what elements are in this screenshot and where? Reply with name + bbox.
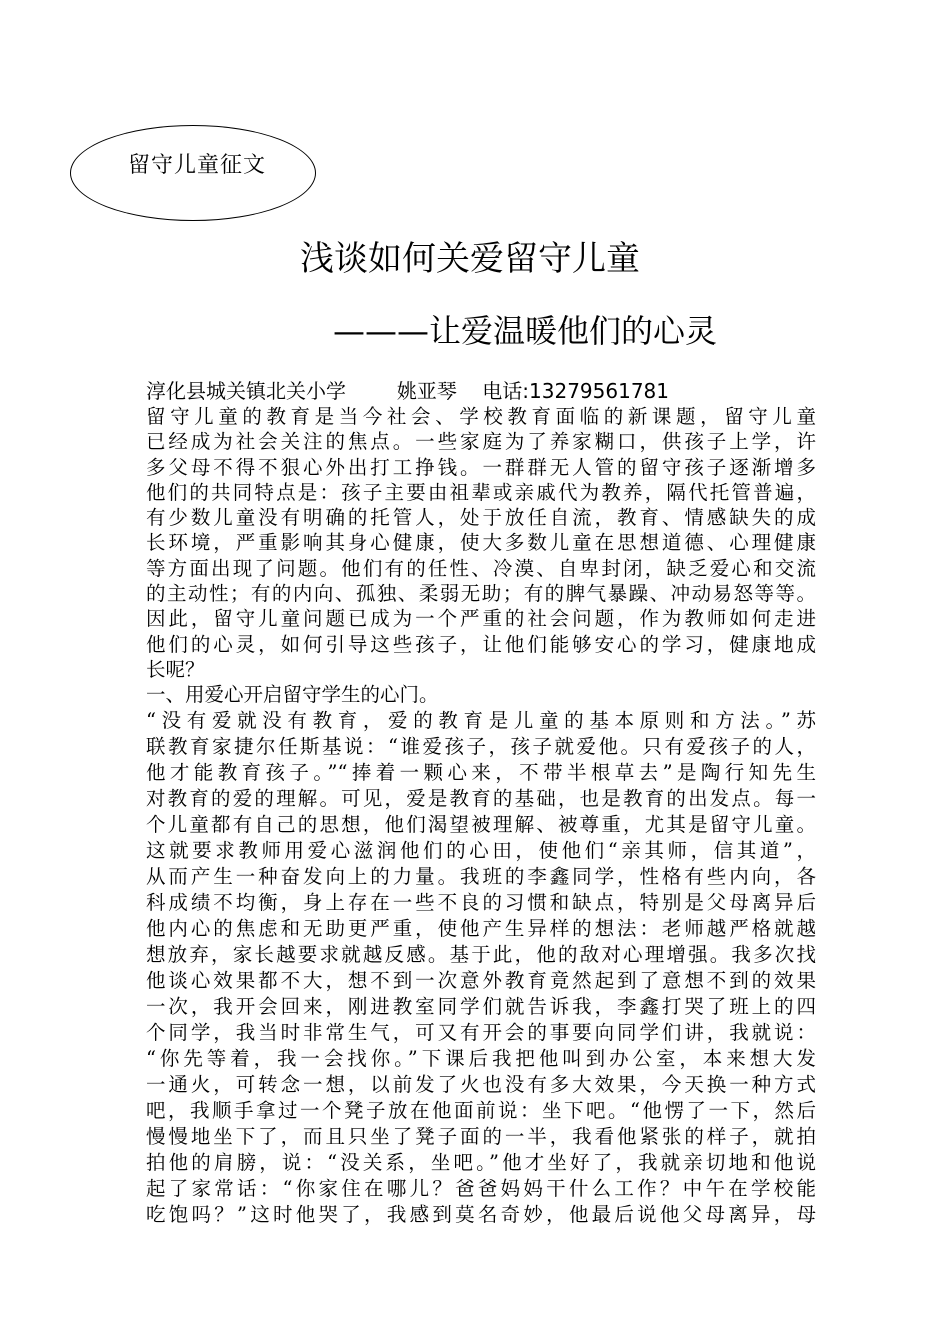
article-subtitle: ———让爱温暖他们的心灵 [333,312,718,350]
text-line: 长呢？ [146,657,205,681]
article-body [146,404,816,1228]
text-line: 从而产生一种奋发向上的力量。我班的李鑫同学，性格有些内向，各 [146,865,816,889]
text-line: “没有爱就没有教育，爱的教育是儿童的基本原则和方法。”苏 [146,709,816,733]
text-line: 的主动性；有的内向、孤独、柔弱无助；有的脾气暴躁、冲动易怒等等。 [146,582,816,606]
text-line: 他谈心效果都不大，想不到一次意外教育竟然起到了意想不到的效果 [146,969,816,993]
text-line: 等方面出现了问题。他们有的任性、冷漠、自卑封闭，缺乏爱心和交流 [146,556,816,580]
text-line: 拍他的肩膀，说：“没关系，坐吧。”他才坐好了，我就亲切地和他说 [146,1151,816,1175]
author-info: 淳化县城关镇北关小学 姚亚琴 电话:13279561781 [146,379,669,403]
text-line: 他内心的焦虑和无助更严重，使他产生异样的想法：老师越严格就越 [146,917,816,941]
text-line: 留守儿童的教育是当今社会、学校教育面临的新课题，留守儿童 [146,405,816,428]
text-line: “你先等着，我一会找你。”下课后我把他叫到办公室，本来想大发 [146,1047,816,1071]
section-heading: 一、用爱心开启留守学生的心门。 [146,683,439,707]
text-line: 起了家常话：“你家住在哪儿？爸爸妈妈干什么工作？中午在学校能 [146,1177,816,1201]
text-line: 这就要求教师用爱心滋润他们的心田，使他们“亲其师，信其道”， [146,839,816,863]
text-line: 联教育家捷尔任斯基说：“谁爱孩子，孩子就爱他。只有爱孩子的人， [146,735,816,759]
text-line: 吧，我顺手拿过一个凳子放在他面前说：坐下吧。“他愣了一下，然后 [146,1099,816,1123]
text-line: 科成绩不均衡，身上存在一些不良的习惯和缺点，特别是父母离异后 [146,891,816,915]
text-line: 一次，我开会回来，刚进教室同学们就告诉我，李鑫打哭了班上的四 [146,995,816,1019]
text-line: 他们的共同特点是：孩子主要由祖辈或亲戚代为教养，隔代托管普遍， [146,480,816,504]
text-line: 对教育的爱的理解。可见，爱是教育的基础，也是教育的出发点。每一 [146,787,816,811]
text-line: 他们的心灵，如何引导这些孩子，让他们能够安心的学习，健康地成 [146,632,816,656]
text-line: 一通火，可转念一想，以前发了火也没有多大效果，今天换一种方式 [146,1073,816,1097]
text-line: 想放弃，家长越要求就越反感。基于此，他的敌对心理增强。我多次找 [146,943,816,967]
text-line: 有少数儿童没有明确的托管人，处于放任自流，教育、情感缺失的成 [146,506,816,530]
text-line: 他才能教育孩子。”“捧着一颗心来，不带半根草去”是陶行知先生 [146,761,816,785]
text-line: 吃饱吗？”这时他哭了，我感到莫名奇妙，他最后说他父母离异，母 [146,1203,816,1227]
text-line: 个同学，我当时非常生气，可又有开会的事要向同学们讲，我就说： [146,1021,816,1045]
text-line: 慢慢地坐下了，而且只坐了凳子面的一半，我看他紧张的样子，就拍 [146,1125,816,1149]
text-line: 多父母不得不狠心外出打工挣钱。一群群无人管的留守孩子逐渐增多 [146,455,816,479]
category-label: 留守儿童征文 [128,153,267,178]
text-line: 个儿童都有自己的思想，他们渴望被理解、被尊重，尤其是留守儿童。 [146,813,816,837]
text-line: 已经成为社会关注的焦点。一些家庭为了养家糊口，供孩子上学，许 [146,430,816,454]
article-title: 浅谈如何关爱留守儿童 [300,239,640,279]
text-line: 长环境，严重影响其身心健康，使大多数儿童在思想道德、心理健康 [146,531,816,555]
text-line: 因此，留守儿童问题已成为一个严重的社会问题，作为教师如何走进 [146,607,816,631]
